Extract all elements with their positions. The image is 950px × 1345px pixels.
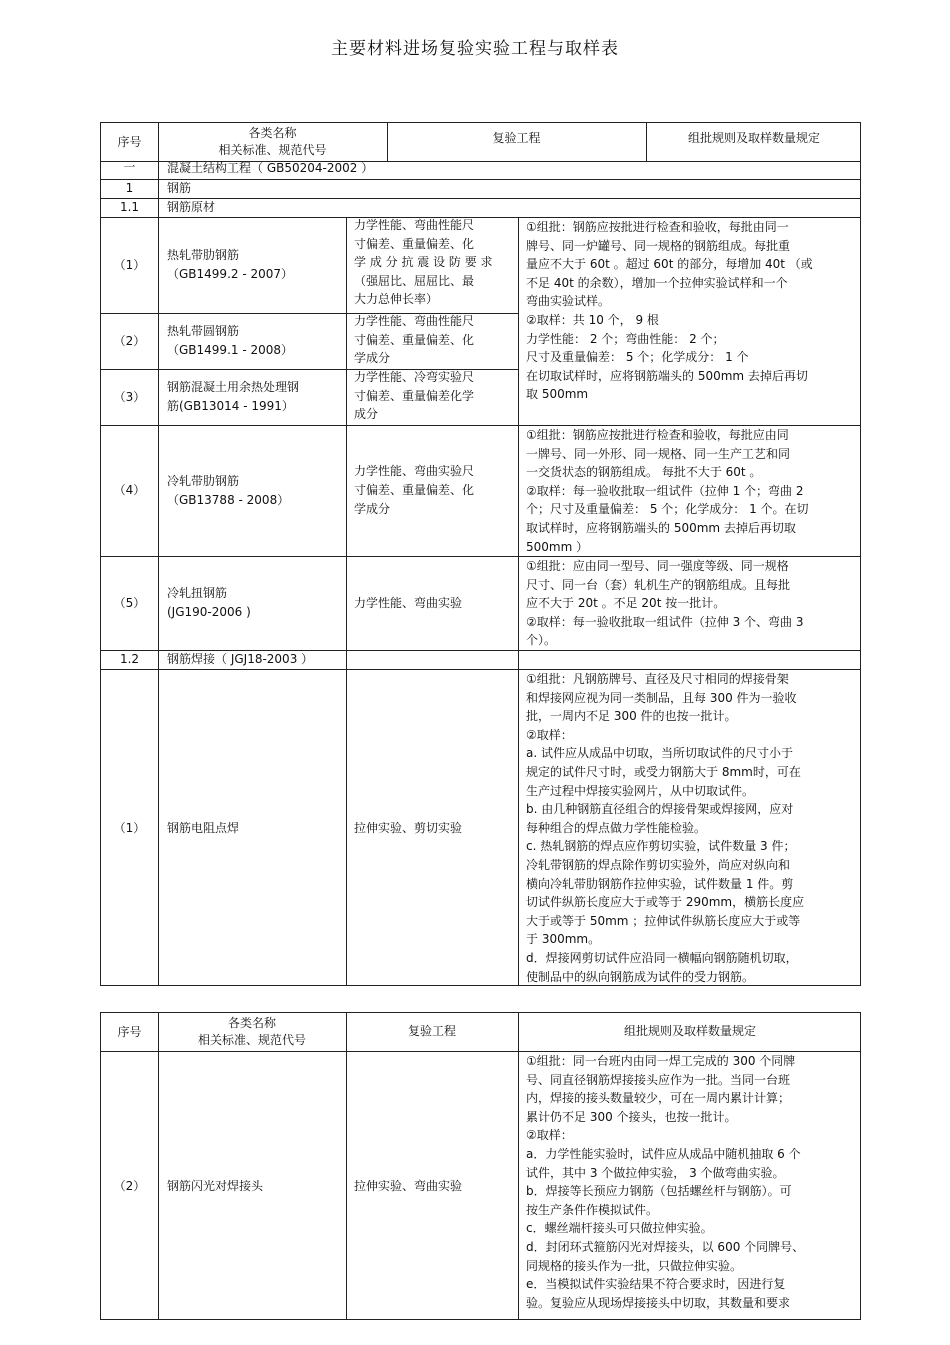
test-items: 拉伸实验、剪切实验 — [354, 820, 463, 835]
col-divider — [158, 123, 159, 985]
section-title: 钢筋 — [167, 181, 192, 195]
section-title: 混凝土结构工程（ GB50204-2002 ） — [167, 160, 374, 175]
header-rule: 组批规则及取样数量规定 — [623, 1023, 756, 1038]
row-seq: （5） — [113, 595, 146, 610]
test-items: 力学性能、冷弯实验尺 寸偏差、重量偏差化学 成分 — [354, 370, 475, 422]
sampling-rule: ①组批：凡钢筋牌号、直径及尺寸相同的焊接骨架 和焊接网应视为同一类制品，且每 300 件为一验收 批，一周内不足 300 件的也按一批计。 ②取样： a. 试件应从成品中切取，当所切取试件的尺寸小于 规定的试件尺寸时，或受力钢筋大于 8mm时，可在 生产过程中焊接实验网片，从中切取试件。 b. 由几种钢筋直径组合的焊接骨架或焊接网，应对 每种组合的焊点做力学性能检验。 c. 热轧钢筋的焊点应作剪切实验，试件数量 3 件； 冷轧带钢筋的焊点除作剪切实验外，尚应对纵向和 横向冷轧带肋钢筋作拉伸实验，试件数量 1 件。剪 切试件纵筋长度应大于或等于 290mm，横筋长度应 大于或等于 50mm ；拉伸试件纵筋长度应大于或等 于 300mm。 d．焊接网剪切试件应沿同一横幅向钢筋随机切取， 使制品中的纵向钢筋成为试件的受力钢筋。 — [526, 672, 805, 984]
header-test: 复验工程 — [407, 1023, 456, 1038]
col-divider — [346, 217, 347, 985]
material-name: 钢筋混凝土用余热处理钢 筋(GB13014 - 1991） — [167, 380, 300, 413]
header-name-line2: 相关标准、规范代号 — [218, 143, 327, 157]
material-name: 冷轧带肋钢筋 （GB13788 - 2008） — [167, 473, 290, 507]
header-test: 复验工程 — [492, 130, 541, 145]
sampling-rule: ①组批：应由同一型号、同一强度等级、同一规格 尺寸、同一台（套）轧机生产的钢筋组成。且每批 应不大于 20t 。不足 20t 按一批计。 ②取样：每一验收批取一组试件（拉伸 3 个、弯曲 3 个）。 — [526, 559, 804, 648]
test-items: 拉伸实验、弯曲实验 — [354, 1178, 463, 1193]
row-seq: （3） — [113, 389, 146, 404]
material-name: 钢筋电阻点焊 — [167, 820, 240, 835]
test-items: 力学性能、弯曲实验尺 寸偏差、重量偏差、化 学成分 — [354, 464, 475, 516]
row-seq: 1.1 — [119, 200, 140, 214]
header-rule: 组批规则及取样数量规定 — [687, 130, 820, 145]
test-items: 力学性能、弯曲实验 — [354, 595, 463, 610]
col-divider — [518, 217, 519, 985]
row-seq: （1） — [113, 820, 146, 835]
row-seq: （2） — [113, 1178, 146, 1193]
row-seq: 1 — [125, 181, 134, 195]
row-seq: （4） — [113, 483, 146, 497]
test-items: 力学性能、弯曲性能尺 寸偏差、重量偏差、化 学 成 分 抗 震 设 防 要 求 （强屈比、屈屈比、最 大力总伸长率） — [354, 218, 493, 307]
row-seq: 1.2 — [119, 652, 140, 666]
row-seq: 一 — [123, 159, 136, 174]
material-name: 热轧带圆钢筋 （GB1499.1 - 2008） — [167, 324, 294, 357]
col-divider — [346, 1013, 347, 1319]
material-name: 热轧带肋钢筋 （GB1499.2 - 2007） — [167, 248, 294, 281]
header-name-line1: 各类名称 — [227, 1016, 276, 1030]
row-seq: （2） — [113, 333, 146, 348]
material-name: 冷轧扭钢筋 (JG190-2006 ) — [167, 586, 251, 619]
header-seq: 序号 — [117, 134, 142, 149]
header-name — [158, 123, 387, 161]
sampling-table-1 — [100, 122, 861, 986]
page-title: 主要材料进场复验实验工程与取样表 — [331, 39, 619, 59]
sampling-rule: ①组批：同一台班内由同一焊工完成的 300 个同牌 号、同直径钢筋焊接接头应作为一批。当同一台班 内，焊接的接头数量较少，可在一周内累计计算； 累计仍不足 300 个接头，也按一批计。 ②取样： a．力学性能实验时，试件应从成品中随机抽取 6 个 试件，其中 3 个做拉伸实验， 3 个做弯曲实验。 b．焊接等长预应力钢筋（包括螺丝杆与钢筋）。可 按生产条件作模拟试件。 c．螺丝端杆接头可只做拉伸实验。 d．封闭环式箍筋闪光对焊接头，以 600 个同牌号、 同规格的接头作为一批，只做拉伸实验。 e．当模拟试件实验结果不符合要求时，因进行复 验。复验应从现场焊接接头中切取，其数量和要求 — [526, 1054, 805, 1310]
col-divider — [518, 1013, 519, 1319]
sampling-rule: ①组批：钢筋应按批进行检查和验收，每批由同一 牌号、同一炉罐号、同一规格的钢筋组成。每批重 量应不大于 60t 。超过 60t 的部分，每增加 40t （或 不足 40t 的余数），增加一个拉伸实验试样和一个 弯曲实验试样。 ②取样：共 10 个， 9 根 力学性能： 2 个；弯曲性能： 2 个； 尺寸及重量偏差： 5 个；化学成分： 1 个 在切取试样时，应将钢筋端头的 500mm 去掉后再切 取 500mm — [526, 220, 813, 402]
test-items: 力学性能、弯曲性能尺 寸偏差、重量偏差、化 学成分 — [354, 314, 475, 366]
header-seq: 序号 — [117, 1024, 142, 1039]
header-name — [158, 1013, 346, 1051]
row-seq: （1） — [113, 257, 146, 272]
section-title: 钢筋原材 — [167, 200, 216, 214]
header-name-line1: 各类名称 — [248, 126, 297, 140]
sampling-table-2 — [100, 1012, 861, 1320]
section-title: 钢筋焊接（ JGJ18-2003 ） — [167, 652, 314, 666]
material-name: 钢筋闪光对焊接头 — [167, 1178, 264, 1193]
header-name-line2: 相关标准、规范代号 — [197, 1033, 306, 1047]
col-divider — [158, 1013, 159, 1319]
sampling-rule: ①组批：钢筋应按批进行检查和验收，每批应由同 一牌号、同一外形、同一规格、同一生产工艺和同 一交货状态的钢筋组成。 每批不大于 60t 。 ②取样：每一验收批取一组试件（拉伸 1 个；弯曲 2 个；尺寸及重量偏差： 5 个；化学成分： 1 个。在切 取试样时，应将钢筋端头的 500mm 去掉后再切取 500mm ） — [526, 428, 809, 554]
